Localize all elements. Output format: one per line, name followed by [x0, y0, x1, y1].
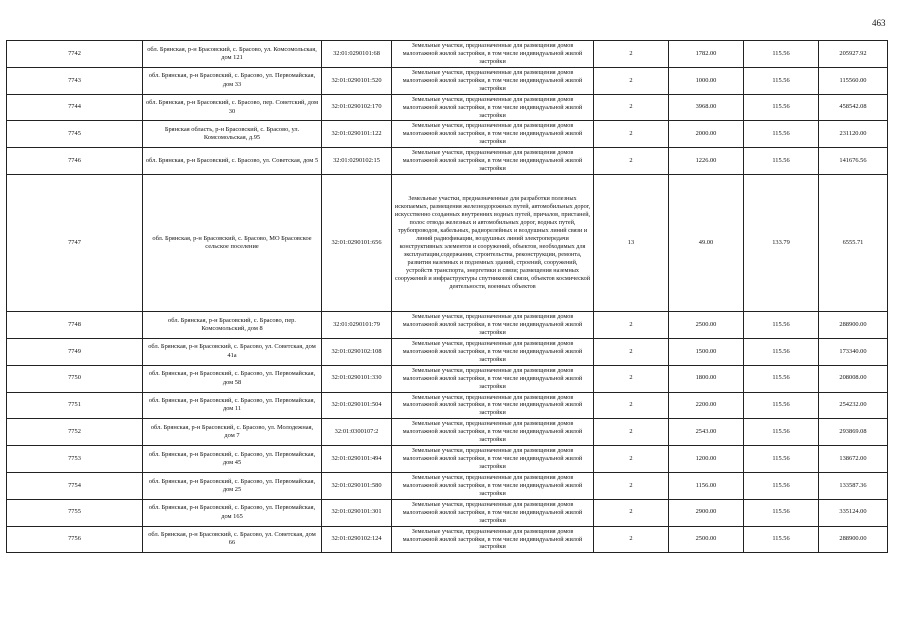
- cadastral-value-cell: 141676.56: [819, 148, 888, 175]
- table-row: [7, 41, 888, 68]
- area-cell: 2900.00: [669, 499, 744, 526]
- land-purpose-cell: Земельные участки, предназначенные для размещения домов малоэтажной жилой застройки, в том числе индивидуальной жилой застройки: [392, 41, 594, 68]
- table-row: [7, 67, 888, 94]
- area-cell: 1800.00: [669, 365, 744, 392]
- cadastral-number-cell: 32:01:0290101:494: [322, 446, 392, 473]
- row-number-cell: 7756: [7, 526, 143, 553]
- area-cell: 1226.00: [669, 148, 744, 175]
- page-number: 463: [872, 18, 886, 28]
- group-cell: 2: [594, 94, 669, 121]
- cadastral-number-cell: 32:01:0290101:122: [322, 121, 392, 148]
- address-cell: обл. Брянская, р-н Брасовский, с. Брасово, ул. Советская, дом 66: [143, 526, 322, 553]
- group-cell: 2: [594, 67, 669, 94]
- group-cell: 2: [594, 526, 669, 553]
- address-cell: Брянская область, р-н Брасовский, с. Брасово, ул. Комсомольская, д.95: [143, 121, 322, 148]
- cadastral-number-cell: 32:01:0290102:124: [322, 526, 392, 553]
- address-cell: обл. Брянская, р-н Брасовский, с. Брасово, ул. Первомайская, дом 58: [143, 365, 322, 392]
- cadastral-number-cell: 32:01:0290101:504: [322, 392, 392, 419]
- cadastral-value-cell: 115560.00: [819, 67, 888, 94]
- cadastral-number-cell: 32:01:0290101:330: [322, 365, 392, 392]
- specific-value-cell: 115.56: [744, 392, 819, 419]
- row-number-cell: 7744: [7, 94, 143, 121]
- specific-value-cell: 115.56: [744, 67, 819, 94]
- table-row: [7, 392, 888, 419]
- group-cell: 2: [594, 148, 669, 175]
- table-row: [7, 148, 888, 175]
- cadastral-value-cell: 293869.08: [819, 419, 888, 446]
- area-cell: 1200.00: [669, 446, 744, 473]
- address-cell: обл. Брянская, р-н Брасовский, с. Брасово, ул. Первомайская, дом 25: [143, 472, 322, 499]
- group-cell: 2: [594, 446, 669, 473]
- address-cell: обл. Брянская, р-н Брасовский, с. Брасово, ул. Первомайская, дом 33: [143, 67, 322, 94]
- specific-value-cell: 133.79: [744, 175, 819, 312]
- land-purpose-cell: Земельные участки, предназначенные для размещения домов малоэтажной жилой застройки, в том числе индивидуальной жилой застройки: [392, 446, 594, 473]
- land-registry-table: [6, 40, 888, 553]
- row-number-cell: 7755: [7, 499, 143, 526]
- row-number-cell: 7748: [7, 312, 143, 339]
- group-cell: 13: [594, 175, 669, 312]
- cadastral-number-cell: 32:01:0290102:15: [322, 148, 392, 175]
- table-row: [7, 472, 888, 499]
- table-row: [7, 419, 888, 446]
- cadastral-number-cell: 32:01:0290101:68: [322, 41, 392, 68]
- area-cell: 2543.00: [669, 419, 744, 446]
- table-body: [7, 41, 888, 553]
- area-cell: 2000.00: [669, 121, 744, 148]
- specific-value-cell: 115.56: [744, 148, 819, 175]
- group-cell: 2: [594, 365, 669, 392]
- table-row: [7, 365, 888, 392]
- cadastral-number-cell: 32:01:0290101:580: [322, 472, 392, 499]
- table-row: [7, 338, 888, 365]
- cadastral-number-cell: 32:01:0290101:656: [322, 175, 392, 312]
- cadastral-number-cell: 32:01:0290101:520: [322, 67, 392, 94]
- specific-value-cell: 115.56: [744, 338, 819, 365]
- area-cell: 49.00: [669, 175, 744, 312]
- cadastral-number-cell: 32:01:0290102:108: [322, 338, 392, 365]
- area-cell: 2500.00: [669, 312, 744, 339]
- cadastral-value-cell: 254232.00: [819, 392, 888, 419]
- row-number-cell: 7747: [7, 175, 143, 312]
- specific-value-cell: 115.56: [744, 526, 819, 553]
- table-row: [7, 446, 888, 473]
- cadastral-number-cell: 32:01:0300107:2: [322, 419, 392, 446]
- land-purpose-cell: Земельные участки, предназначенные для размещения домов малоэтажной жилой застройки, в том числе индивидуальной жилой застройки: [392, 312, 594, 339]
- address-cell: обл. Брянская, р-н Брасовский, с. Брасово, ул. Советская, дом 41а: [143, 338, 322, 365]
- table-row: [7, 121, 888, 148]
- address-cell: обл. Брянская, р-н Брасовский, с. Брасово, пер. Комсомольский, дом 8: [143, 312, 322, 339]
- table-row: [7, 175, 888, 312]
- address-cell: обл. Брянская, р-н Брасовский, с. Брасово, МО Брасовское сельское поселение: [143, 175, 322, 312]
- group-cell: 2: [594, 472, 669, 499]
- area-cell: 1782.00: [669, 41, 744, 68]
- specific-value-cell: 115.56: [744, 446, 819, 473]
- cadastral-value-cell: 335124.00: [819, 499, 888, 526]
- address-cell: обл. Брянская, р-н Брасовский, с. Брасово, ул. Первомайская, дом 165: [143, 499, 322, 526]
- land-purpose-cell: Земельные участки, предназначенные для размещения домов малоэтажной жилой застройки, в том числе индивидуальной жилой застройки: [392, 365, 594, 392]
- land-purpose-cell: Земельные участки, предназначенные для размещения домов малоэтажной жилой застройки, в том числе индивидуальной жилой застройки: [392, 499, 594, 526]
- area-cell: 3968.00: [669, 94, 744, 121]
- row-number-cell: 7753: [7, 446, 143, 473]
- row-number-cell: 7752: [7, 419, 143, 446]
- cadastral-value-cell: 231120.00: [819, 121, 888, 148]
- specific-value-cell: 115.56: [744, 419, 819, 446]
- land-purpose-cell: Земельные участки, предназначенные для размещения домов малоэтажной жилой застройки, в том числе индивидуальной жилой застройки: [392, 148, 594, 175]
- land-purpose-cell: Земельные участки, предназначенные для размещения домов малоэтажной жилой застройки, в том числе индивидуальной жилой застройки: [392, 472, 594, 499]
- cadastral-value-cell: 133587.36: [819, 472, 888, 499]
- table-row: [7, 499, 888, 526]
- specific-value-cell: 115.56: [744, 499, 819, 526]
- cadastral-value-cell: 205927.92: [819, 41, 888, 68]
- table-row: [7, 312, 888, 339]
- group-cell: 2: [594, 41, 669, 68]
- specific-value-cell: 115.56: [744, 41, 819, 68]
- cadastral-value-cell: 173340.00: [819, 338, 888, 365]
- row-number-cell: 7742: [7, 41, 143, 68]
- cadastral-value-cell: 288900.00: [819, 526, 888, 553]
- cadastral-number-cell: 32:01:0290101:301: [322, 499, 392, 526]
- group-cell: 2: [594, 419, 669, 446]
- cadastral-value-cell: 458542.08: [819, 94, 888, 121]
- area-cell: 2500.00: [669, 526, 744, 553]
- row-number-cell: 7754: [7, 472, 143, 499]
- cadastral-number-cell: 32:01:0290102:170: [322, 94, 392, 121]
- group-cell: 2: [594, 312, 669, 339]
- group-cell: 2: [594, 338, 669, 365]
- area-cell: 1500.00: [669, 338, 744, 365]
- address-cell: обл. Брянская, р-н Брасовский, с. Брасово, ул. Молодежная, дом 7: [143, 419, 322, 446]
- address-cell: обл. Брянская, р-н Брасовский, с. Брасово, ул. Комсомольская, дом 121: [143, 41, 322, 68]
- row-number-cell: 7751: [7, 392, 143, 419]
- specific-value-cell: 115.56: [744, 94, 819, 121]
- area-cell: 1000.00: [669, 67, 744, 94]
- land-purpose-cell: Земельные участки, предназначенные для размещения домов малоэтажной жилой застройки, в том числе индивидуальной жилой застройки: [392, 121, 594, 148]
- address-cell: обл. Брянская, р-н Брасовский, с. Брасово, ул. Первомайская, дом 45: [143, 446, 322, 473]
- land-purpose-cell: Земельные участки, предназначенные для размещения домов малоэтажной жилой застройки, в том числе индивидуальной жилой застройки: [392, 526, 594, 553]
- land-purpose-cell: Земельные участки, предназначенные для размещения домов малоэтажной жилой застройки, в том числе индивидуальной жилой застройки: [392, 67, 594, 94]
- cadastral-value-cell: 6555.71: [819, 175, 888, 312]
- specific-value-cell: 115.56: [744, 472, 819, 499]
- cadastral-number-cell: 32:01:0290101:79: [322, 312, 392, 339]
- group-cell: 2: [594, 499, 669, 526]
- specific-value-cell: 115.56: [744, 312, 819, 339]
- cadastral-value-cell: 138672.00: [819, 446, 888, 473]
- row-number-cell: 7749: [7, 338, 143, 365]
- row-number-cell: 7743: [7, 67, 143, 94]
- table-row: [7, 94, 888, 121]
- row-number-cell: 7745: [7, 121, 143, 148]
- land-purpose-cell: Земельные участки, предназначенные для размещения домов малоэтажной жилой застройки, в том числе индивидуальной жилой застройки: [392, 392, 594, 419]
- specific-value-cell: 115.56: [744, 365, 819, 392]
- land-purpose-cell: Земельные участки, предназначенные для размещения домов малоэтажной жилой застройки, в том числе индивидуальной жилой застройки: [392, 338, 594, 365]
- address-cell: обл. Брянская, р-н Брасовский, с. Брасово, ул. Первомайская, дом 11: [143, 392, 322, 419]
- address-cell: обл. Брянская, р-н Брасовский, с. Брасово, пер. Советский, дом 30: [143, 94, 322, 121]
- area-cell: 2200.00: [669, 392, 744, 419]
- row-number-cell: 7750: [7, 365, 143, 392]
- area-cell: 1156.00: [669, 472, 744, 499]
- specific-value-cell: 115.56: [744, 121, 819, 148]
- land-purpose-cell: Земельные участки, предназначенные для разработки полезных ископаемых, размещения железнодорожных путей, автомобильных дорог, искусственно созданных внутренних водных путей, причалов, пристаней, полос отвода железных и автомобильных дорог, водных путей, трубопроводов, кабельных, радиорелейных и воздушных линий связи и линий радиофикации, воздушных линий электропередачи конструктивных элементов и сооружений, объектов, необходимых для эксплуатации,содержания, строительства, реконструкции, ремонта, развития наземных и подземных зданий, строений, сооружений, устройств транспорта, энергетики и связи; размещения наземных сооружений и инфраструктуры спутниковой связи, объектов космической деятельности, военных объектов: [392, 175, 594, 312]
- cadastral-value-cell: 208008.00: [819, 365, 888, 392]
- row-number-cell: 7746: [7, 148, 143, 175]
- group-cell: 2: [594, 392, 669, 419]
- land-purpose-cell: Земельные участки, предназначенные для размещения домов малоэтажной жилой застройки, в том числе индивидуальной жилой застройки: [392, 419, 594, 446]
- group-cell: 2: [594, 121, 669, 148]
- cadastral-value-cell: 288900.00: [819, 312, 888, 339]
- land-purpose-cell: Земельные участки, предназначенные для размещения домов малоэтажной жилой застройки, в том числе индивидуальной жилой застройки: [392, 94, 594, 121]
- address-cell: обл. Брянская, р-н Брасовский, с. Брасово, ул. Советская, дом 5: [143, 148, 322, 175]
- table-row: [7, 526, 888, 553]
